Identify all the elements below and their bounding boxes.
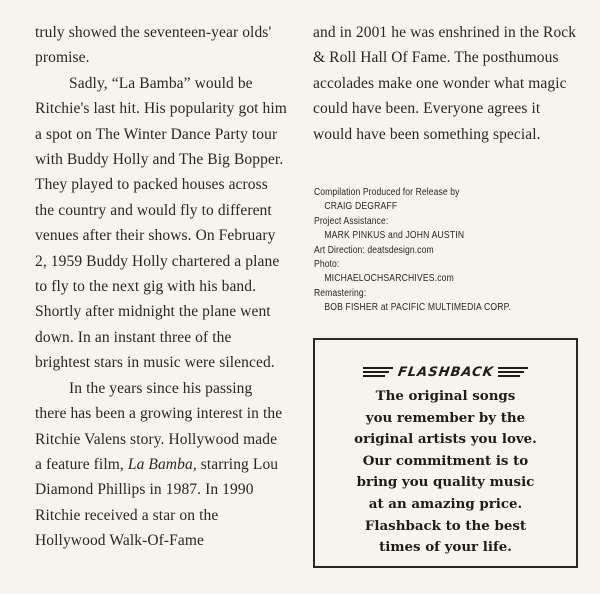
slogan-line: times of your life. — [379, 539, 512, 556]
credit-role: Remastering: — [314, 287, 367, 299]
slogan-line: Our commitment is to — [362, 452, 529, 469]
paragraph-3-end: , starring Lou Diamond Phillips in 1987. In 1990 Ritchie received a star on the Hollywood Walk-Of-Fame — [35, 455, 279, 550]
credit-name: MARK PINKUS and JOHN AUSTIN — [324, 230, 465, 242]
credit-role: Photo: — [314, 259, 340, 271]
speed-lines-icon — [498, 367, 528, 377]
paragraph-3-start: In the years since his passing there has been a growing interest in the Ritchie Valens story. Hollywood made a feature film, — [35, 379, 283, 473]
paragraph-1: truly showed the seventeen-year olds' promise. — [35, 24, 272, 67]
credit-role: Project Assistance: — [314, 215, 389, 227]
credit-name: BOB FISHER at PACIFIC MULTIMEDIA CORP. — [324, 302, 512, 314]
film-title: La Bamba — [127, 455, 193, 473]
speed-lines-icon — [363, 367, 393, 377]
credit-role: Compilation Produced for Release by — [314, 187, 460, 198]
credits-block — [314, 186, 546, 316]
slogan-line: The original songs — [375, 388, 516, 404]
left-text-column — [35, 20, 287, 554]
slogan-line: bring you quality music — [356, 474, 535, 491]
credit-name: CRAIG DEGRAFF — [324, 201, 398, 213]
paragraph-2: Sadly, “La Bamba” would be Ritchie's last hit. His popularity got him a spot on The Winter Dance Party tour with Buddy Holly and The Big Bopper. They played to packed houses across the country and would fly to different venues after their shows. On February 2, 1959 Buddy Holly chartered a plane to fly to the next gig with his band. Shortly after midnight the plane went down. In an instant three of the brightest stars in music were silenced. — [35, 74, 287, 372]
slogan-line: Flashback to the best — [364, 517, 527, 534]
slogan-line: you remember by the — [365, 409, 526, 426]
slogan-line: original artists you love. — [354, 431, 537, 448]
paragraph-4: and in 2001 he was enshrined in the Rock & Roll Hall Of Fame. The posthumous accolades make one wonder what magic could have been. Everyone agrees it would have been something special. — [313, 24, 577, 143]
credit-name: MICHAELOCHSARCHIVES.com — [324, 273, 454, 285]
credit-role: Art Direction: deatsdesign.com — [314, 244, 434, 256]
flashback-logo — [315, 362, 576, 382]
right-text-column — [313, 20, 578, 147]
paragraph-3 — [35, 376, 287, 554]
slogan-line: at an amazing price. — [368, 495, 523, 512]
flashback-logo-text: FLASHBACK — [396, 364, 495, 380]
flashback-slogan — [323, 386, 568, 559]
flashback-promo-box — [313, 338, 578, 568]
